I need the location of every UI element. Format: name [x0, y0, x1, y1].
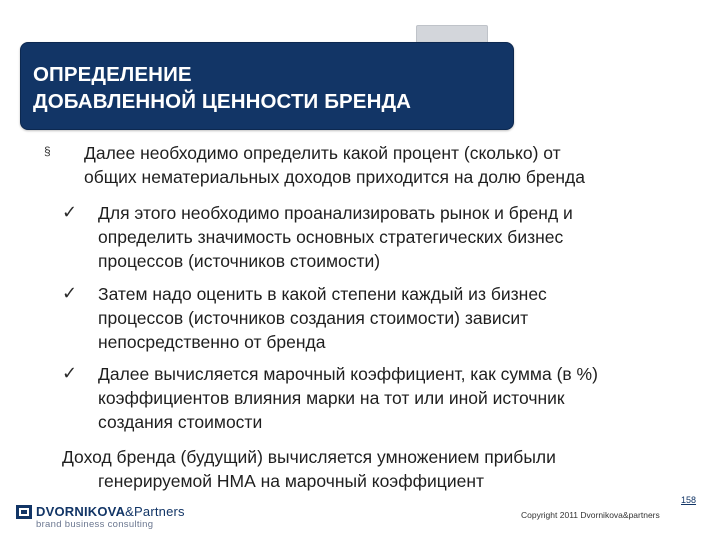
page-title	[33, 61, 411, 115]
bullet-marker: §	[44, 144, 51, 158]
check-item-line: процессов (источников стоимости)	[98, 251, 381, 271]
bullet-text	[84, 141, 585, 189]
check-icon: ✓	[62, 202, 78, 223]
copyright-text: Copyright 2011 Dvornikova&partners	[521, 510, 660, 520]
bullet-line-2: общих нематериальных доходов приходится на долю бренда	[84, 167, 585, 187]
check-item-line: создания стоимости	[98, 412, 263, 432]
page-number[interactable]: 158	[681, 495, 697, 505]
logo-name-bold: DVORNIKOVA	[36, 504, 126, 519]
conclusion-text	[62, 445, 556, 493]
logo-name-light: &Partners	[125, 504, 185, 519]
title-line-2: ДОБАВЛЕННОЙ ЦЕННОСТИ БРЕНДА	[33, 90, 412, 113]
check-item-line: непосредственно от бренда	[98, 332, 326, 352]
check-icon: ✓	[62, 363, 78, 384]
conclusion-line-2: генерируемой НМА на марочный коэффициент	[98, 471, 485, 491]
title-banner	[20, 42, 514, 130]
check-item-line: коэффициентов влияния марки на тот или иной источник	[98, 388, 565, 408]
check-item-line: Для этого необходимо проанализировать рынок и бренд и	[98, 203, 573, 223]
check-item-1	[98, 201, 573, 273]
logo-tagline: brand business consulting	[36, 519, 154, 530]
logo-name	[36, 504, 185, 519]
check-item-line: Далее вычисляется марочный коэффициент, как сумма (в %)	[98, 364, 598, 384]
check-item-line: Затем надо оценить в какой степени каждый из бизнес	[98, 284, 547, 304]
brand-logo-icon	[16, 505, 32, 519]
title-line-1: ОПРЕДЕЛЕНИЕ	[33, 63, 192, 86]
check-icon: ✓	[62, 283, 78, 304]
bullet-line-1: Далее необходимо определить какой процент (сколько) от	[84, 143, 561, 163]
conclusion-line-1: Доход бренда (будущий) вычисляется умножением прибыли	[62, 447, 556, 467]
check-item-3	[98, 362, 598, 434]
check-item-2	[98, 282, 547, 354]
check-item-line: определить значимость основных стратегических бизнес	[98, 227, 564, 247]
check-item-line: процессов (источников создания стоимости) зависит	[98, 308, 529, 328]
